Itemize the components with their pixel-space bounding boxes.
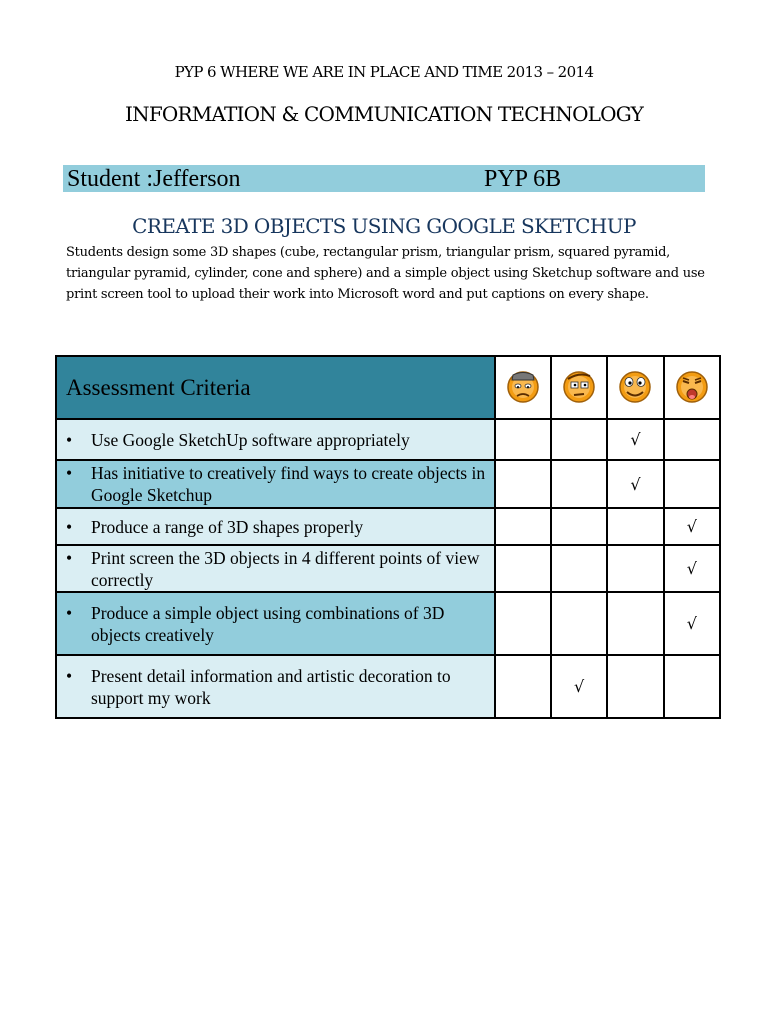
task-description: Students design some 3D shapes (cube, rectangular prism, triangular prism, squared pyramid, triangular pyramid, cylinder, cone and sphere) and a simple object using Sketchup software and use print screen tool to upload their work into Microsoft word and put captions on every shape. [66, 245, 705, 302]
bullet: • [66, 547, 73, 568]
bullet: • [66, 665, 73, 686]
mark-cell [495, 545, 551, 592]
table-row [56, 545, 720, 592]
sad-face-icon [503, 366, 543, 406]
assessment-table [55, 355, 721, 719]
criterion-text: Has initiative to creatively find ways to create objects in Google Sketchup [91, 463, 486, 505]
mark-cell [495, 419, 551, 460]
face-cell-4 [664, 356, 720, 419]
mark-cell [495, 592, 551, 655]
mark-cell [607, 545, 663, 592]
criterion-text: Print screen the 3D objects in 4 different points of view correctly [91, 547, 480, 590]
bullet: • [66, 463, 73, 483]
bullet: • [66, 516, 73, 537]
criterion-text: Use Google SketchUp software appropriately [91, 429, 410, 450]
mark-cell [607, 655, 663, 718]
criterion-text: Produce a simple object using combinations of 3D objects creatively [91, 603, 445, 645]
student-name: Student :Jefferson [67, 166, 241, 192]
mark-cell: √ [664, 545, 720, 592]
mark-cell [664, 655, 720, 718]
header-line-1: PYP 6 WHERE WE ARE IN PLACE AND TIME 2013 – 2014 [174, 63, 594, 81]
student-bar [63, 165, 705, 192]
mark-cell [664, 419, 720, 460]
criterion-cell [56, 655, 495, 718]
mark-cell: √ [551, 655, 607, 718]
table-row [56, 592, 720, 655]
worried-face-icon [559, 366, 599, 406]
bullet: • [66, 429, 73, 450]
table-row [56, 419, 720, 460]
face-cell-2 [551, 356, 607, 419]
mark-cell [551, 592, 607, 655]
mark-cell [551, 419, 607, 460]
task-title: CREATE 3D OBJECTS USING GOOGLE SKETCHUP [132, 214, 636, 238]
mark-cell [495, 655, 551, 718]
mark-cell [495, 508, 551, 545]
face-cell-1 [495, 356, 551, 419]
happy-face-icon [615, 366, 655, 406]
mark-cell: √ [664, 592, 720, 655]
mark-cell: √ [664, 508, 720, 545]
mark-cell: √ [607, 419, 663, 460]
table-header-row [56, 356, 720, 419]
bullet: • [66, 603, 73, 623]
criterion-cell [56, 508, 495, 545]
mark-cell [607, 592, 663, 655]
criterion-cell [56, 592, 495, 655]
criterion-cell [56, 545, 495, 592]
table-row [56, 460, 720, 508]
mark-cell: √ [607, 460, 663, 508]
mark-cell [551, 545, 607, 592]
face-cell-3 [607, 356, 663, 419]
criterion-text: Present detail information and artistic decoration to support my work [91, 665, 451, 708]
mark-cell [551, 460, 607, 508]
excited-face-icon [672, 366, 712, 406]
student-class: PYP 6B [484, 166, 562, 192]
criterion-cell [56, 419, 495, 460]
criteria-header: Assessment Criteria [66, 374, 251, 400]
criterion-cell [56, 460, 495, 508]
mark-cell [495, 460, 551, 508]
table-row [56, 655, 720, 718]
mark-cell [551, 508, 607, 545]
criterion-text: Produce a range of 3D shapes properly [91, 516, 364, 537]
table-row [56, 508, 720, 545]
mark-cell [607, 508, 663, 545]
criteria-header-cell [56, 356, 495, 419]
mark-cell [664, 460, 720, 508]
header-line-2: INFORMATION & COMMUNICATION TECHNOLOGY [125, 102, 643, 126]
